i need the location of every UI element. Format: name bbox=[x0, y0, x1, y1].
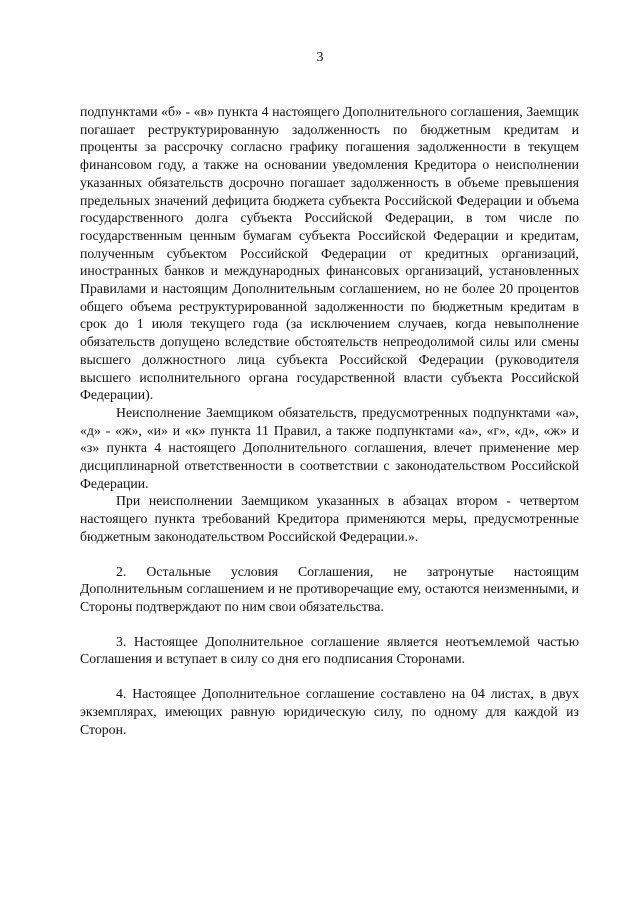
clause-4: 4. Настоящее Дополнительное соглашение составлено на 04 листах, в двух экземплярах, имеющих равную юридическую силу, по одному для каждой из Сторон. bbox=[80, 686, 579, 737]
paragraph-non-fulfillment: Неисполнение Заемщиком обязательств, предусмотренных подпунктами «а», «д» - «ж», «и» и «к» пункта 11 Правил, а также подпунктами «а», «г», «д», «ж» и «з» пункта 4 настоящего Дополнительного соглашения, влечет применение мер дисциплинарной ответственности в соответствии с законодательством Российской Федерации. bbox=[80, 404, 579, 491]
paragraph-continuation: подпунктами «б» - «в» пункта 4 настоящего Дополнительного соглашения, Заемщик погашает реструктурированную задолженность по бюджетным кредитам и проценты за рассрочку согласно графику погашения задолженности в текущем финансовом году, а также на основании уведомления Кредитора о неисполнении указанных обязательств досрочно погашает задолженность в объеме превышения предельных значений дефицита бюджета субъекта Российской Федерации и объема государственного долга субъекта Российской Федерации, в том числе по государственным ценным бумагам субъекта Российской Федерации и кредитам, полученным субъектом Российской Федерации от кредитных организаций, иностранных банков и международных финансовых организаций, установленных Правилами и настоящим Дополнительным соглашением, но не более 20 процентов общего объема реструктурированной задолженности по бюджетным кредитам в срок до 1 июля текущего года (за исключением случаев, когда невыполнение обязательств допущено вследствие обстоятельств непреодолимой силы или смены высшего должностного лица субъекта Российской Федерации (руководителя высшего исполнительного органа государственной власти субъекта Российской Федерации). bbox=[80, 104, 579, 403]
paragraph-creditor-requirements: При неисполнении Заемщиком указанных в абзацах втором - четвертом настоящего пункта требований Кредитора применяются меры, предусмотренные бюджетным законодательством Российской Федерации.». bbox=[80, 493, 579, 544]
clause-2: 2. Остальные условия Соглашения, не затронутые настоящим Дополнительным соглашением и не противоречащие ему, остаются неизменными, и Стороны подтверждают по ним свои обязательства. bbox=[80, 563, 579, 614]
clause-3: 3. Настоящее Дополнительное соглашение является неотъемлемой частью Соглашения и вступает в силу со дня его подписания Сторонами. bbox=[80, 633, 579, 667]
document-body bbox=[80, 103, 579, 738]
page-number: 3 bbox=[316, 50, 324, 65]
